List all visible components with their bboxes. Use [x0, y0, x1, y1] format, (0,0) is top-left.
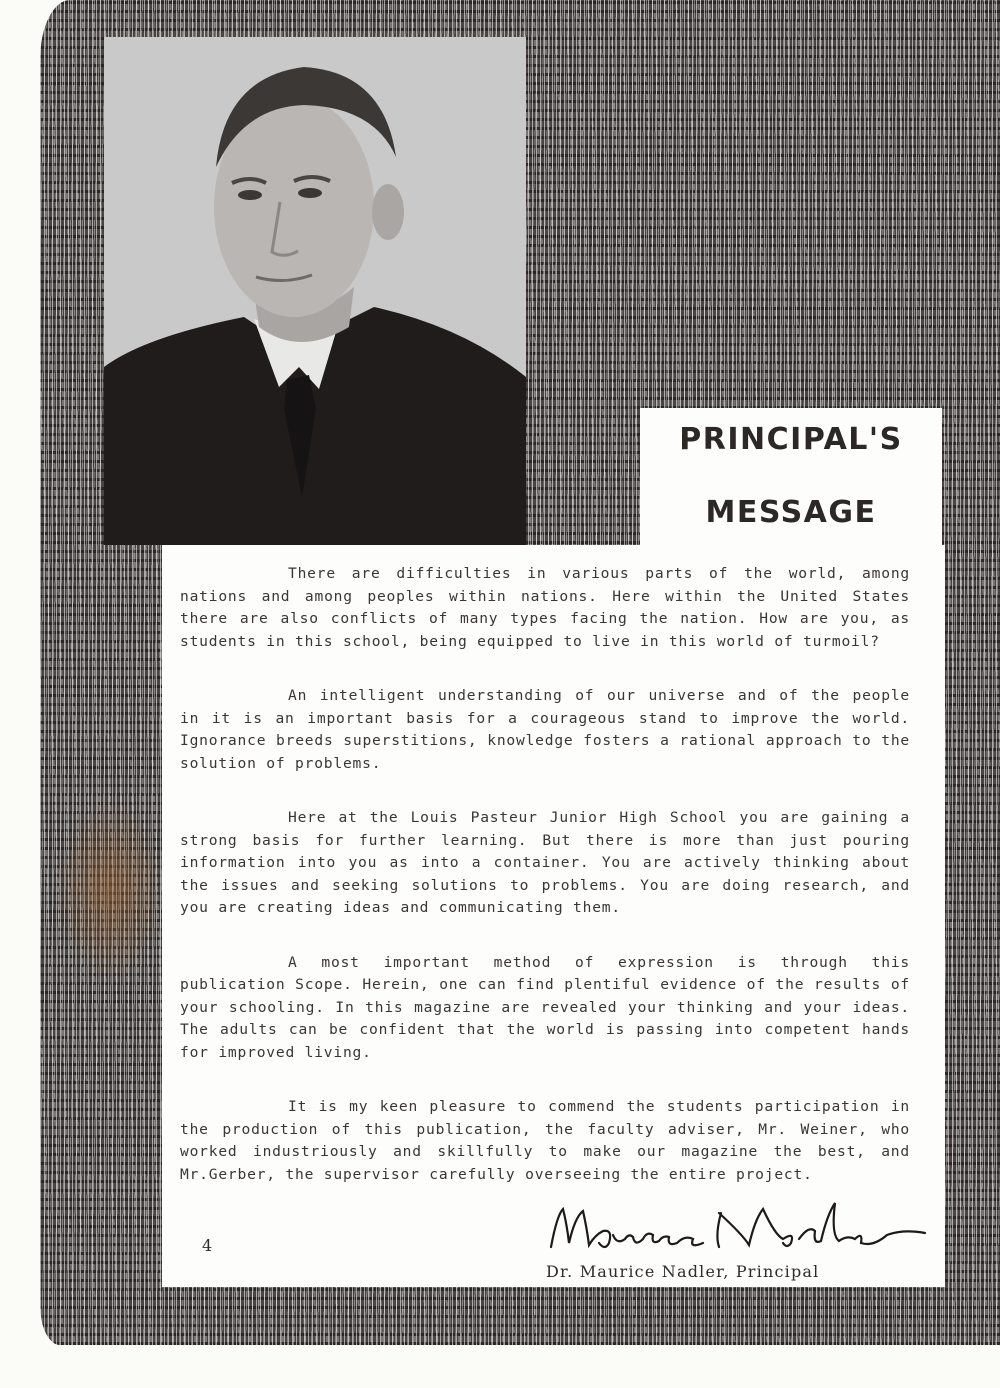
title-line-2: MESSAGE [705, 495, 877, 530]
paragraph: It is my keen pleasure to commend the students participation in the production of this publication, the faculty adviser, Mr. Weiner, who worked industriously and skillfully to make our magazine the best, and Mr.Gerber, the supervisor carefully overseeing the entire project. [180, 1098, 910, 1183]
page-title [640, 418, 942, 534]
paragraph: A most important method of expression is through this publication Scope. Herein, one can find plentiful evidence of the results of your schooling. In this magazine are revealed your thinking and your ideas. The adults can be confident that the world is passing into competent hands for improved living. [180, 953, 910, 1061]
page-number: 4 [202, 1236, 213, 1255]
signer-name: Dr. Maurice Nadler, Principal [546, 1262, 820, 1281]
title-line-1: PRINCIPAL'S [679, 422, 903, 457]
handwritten-signature [543, 1195, 928, 1265]
paragraph: There are difficulties in various parts of the world, among nations and among peoples within nations. Here within the United States there are also conflicts of many types facing the nation. How are you, as students in this school, being equipped to live in this world of turmoil? [180, 565, 910, 650]
message-body [180, 563, 910, 1218]
portrait-illustration [104, 37, 526, 545]
principal-portrait-photo [104, 37, 526, 545]
paragraph: Here at the Louis Pasteur Junior High School you are gaining a strong basis for further learning. But there is more than just pouring information into you as into a container. You are actively thinking about the issues and seeking solutions to problems. You are doing research, and you are creating ideas and communicating them. [180, 809, 910, 916]
paragraph: An intelligent understanding of our universe and of the people in it is an important basis for a courageous stand to improve the world. Ignorance breeds superstitions, knowledge fosters a rational approach to the solution of problems. [180, 687, 910, 772]
paper-stain [55, 800, 165, 980]
